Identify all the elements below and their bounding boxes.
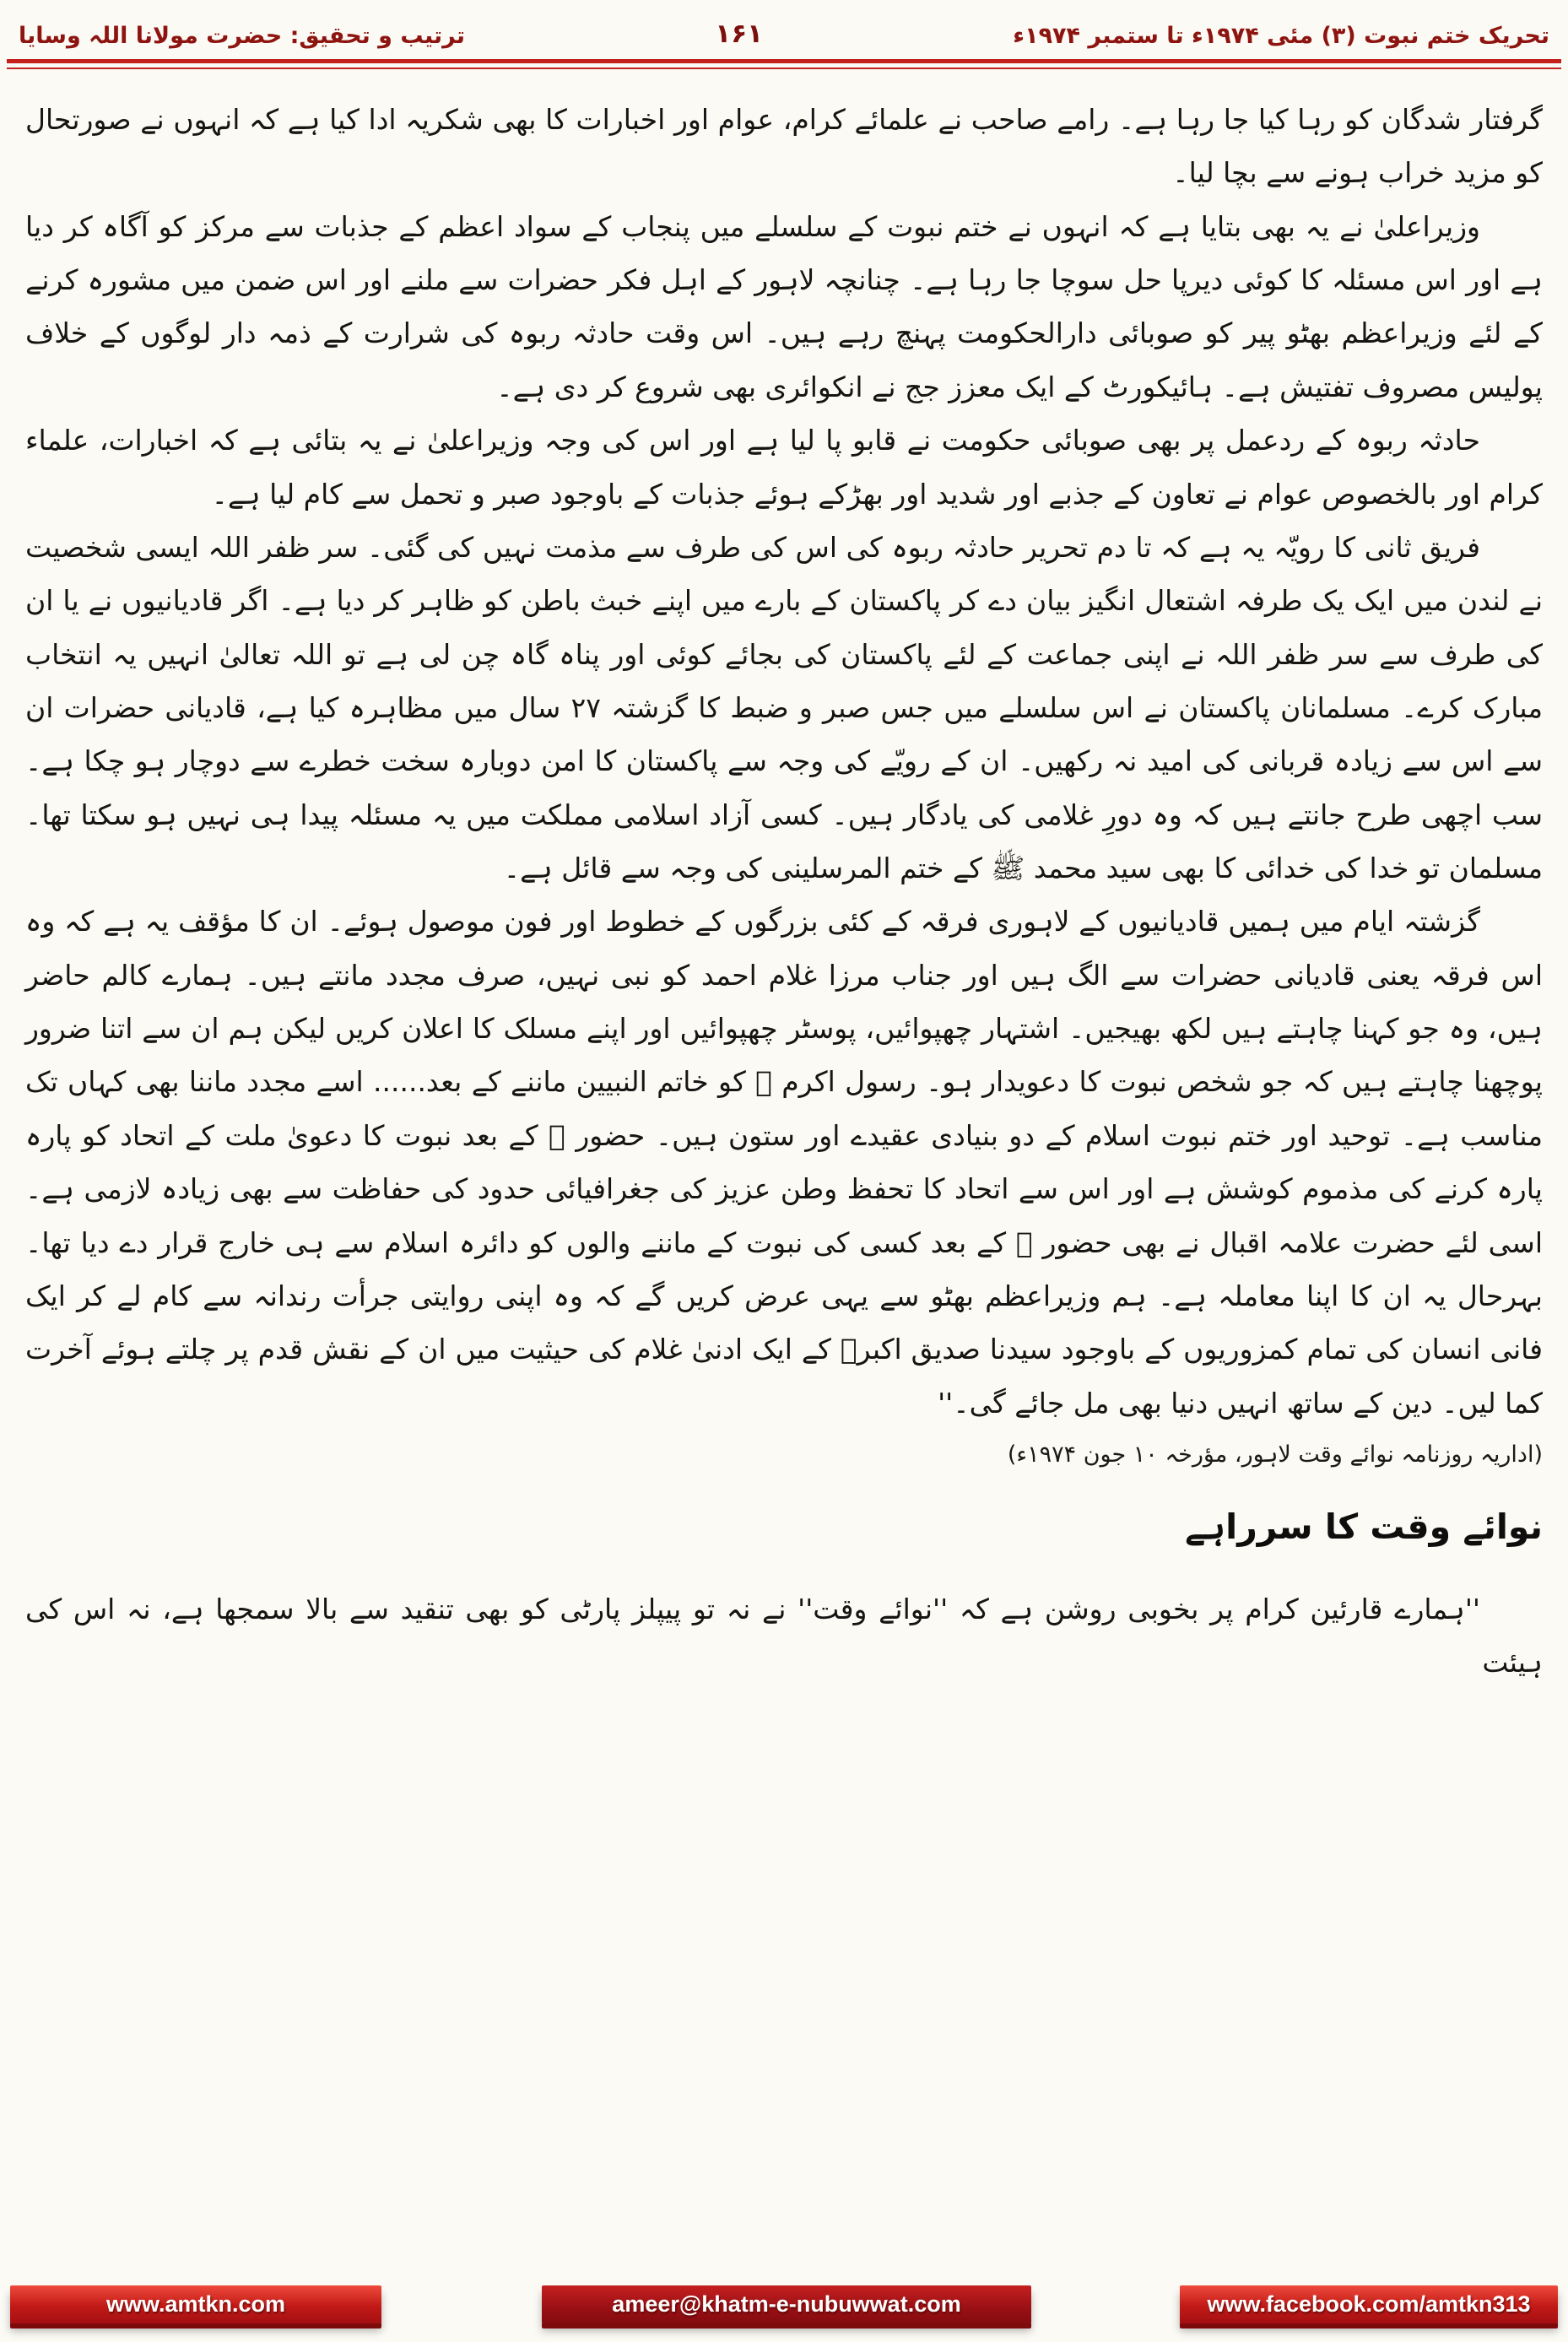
footer-website-link[interactable]: www.amtkn.com xyxy=(10,2285,381,2323)
header-title: تحریک ختم نبوت (۳) مئی ۱۹۷۴ء تا ستمبر ۱۹۷۴ء xyxy=(1013,23,1549,49)
article-body xyxy=(0,69,1568,1430)
footer-facebook-link[interactable]: www.facebook.com/amtkn313 xyxy=(1180,2285,1558,2323)
source-attribution: (اداریہ روزنامہ نوائے وقت لاہور، مؤرخہ ۱۰ جون ۱۹۷۴ء) xyxy=(1007,1441,1543,1468)
header-credit: ترتیب و تحقیق: حضرت مولانا اللہ وسایا xyxy=(19,23,466,49)
header-double-rule xyxy=(7,59,1561,69)
body-paragraph: حادثہ ربوہ کے ردعمل پر بھی صوبائی حکومت نے قابو پا لیا ہے اور اس کی وجہ وزیراعلیٰ نے یہ بتائی ہے کہ اخبارات، علماء کرام اور بالخصوص عوام نے تعاون کے جذبے اور شدید اور بھڑکے ہوئے جذبات کے باوجود صبر و تحمل سے کام لیا ہے۔ xyxy=(25,424,1543,511)
page-header xyxy=(0,0,1568,51)
footer-email-link[interactable]: ameer@khatm-e-nubuwwat.com xyxy=(542,2285,1031,2323)
closing-paragraph: ''ہمارے قارئین کرام پر بخوبی روشن ہے کہ ''نوائے وقت'' نے نہ تو پیپلز پارٹی کو بھی تنقید سے بالا سمجھا ہے، نہ اس کی ہیئت xyxy=(25,1592,1543,1679)
closing-section xyxy=(0,1559,1568,1690)
body-paragraph: وزیراعلیٰ نے یہ بھی بتایا ہے کہ انہوں نے ختم نبوت کے سلسلے میں پنجاب کے سواد اعظم کے جذبات سے مرکز کو آگاہ کر دیا ہے اور اس مسئلہ کا کوئی دیرپا حل سوچا جا رہا ہے۔ چنانچہ لاہور کے اہل فکر حضرات سے ملنے اور اس ضمن میں مشورہ کرنے کے لئے وزیراعظم بھٹو پیر کو صوبائی دارالحکومت پہنچ رہے ہیں۔ اس وقت حادثہ ربوہ کی شرارت کے ذمہ دار لوگوں کے خلاف پولیس مصروف تفتیش ہے۔ ہائیکورٹ کے ایک معزز جج نے انکوائری بھی شروع کر دی ہے۔ xyxy=(25,209,1543,403)
page-number: ۱۶۱ xyxy=(715,19,764,49)
section-heading: نوائے وقت کا سرراہے xyxy=(1185,1506,1543,1547)
body-paragraph: گرفتار شدگان کو رہا کیا جا رہا ہے۔ رامے صاحب نے علمائے کرام، عوام اور اخبارات کا بھی شکریہ ادا کیا ہے کہ انہوں نے صورتحال کو مزید خراب ہونے سے بچا لیا۔ xyxy=(25,103,1543,190)
body-paragraph: فریق ثانی کا رویّہ یہ ہے کہ تا دم تحریر حادثہ ربوہ کی اس کی طرف سے مذمت نہیں کی گئی۔ سر ظفر اللہ ایسی شخصیت نے لندن میں ایک یک طرفہ اشتعال انگیز بیان دے کر پاکستان کے بارے میں اپنے خبث باطن کو ظاہر کر دیا ہے۔ اگر قادیانیوں نے یا ان کی طرف سے سر ظفر اللہ نے اپنی جماعت کے لئے پاکستان کی بجائے کوئی اور پناہ گاہ چن لی ہے تو اللہ تعالیٰ انہیں یہ انتخاب مبارک کرے۔ مسلمانان پاکستان نے اس سلسلے میں جس صبر و ضبط کا گزشتہ ۲۷ سال میں مظاہرہ کیا ہے، قادیانی حضرات ان سے اس سے زیادہ قربانی کی امید نہ رکھیں۔ ان کے رویّے کی وجہ سے پاکستان کا امن دوبارہ سخت خطرے سے دوچار ہو چکا ہے۔ سب اچھی طرح جانتے ہیں کہ وہ دورِ غلامی کی یادگار ہیں۔ کسی آزاد اسلامی مملکت میں یہ مسئلہ پیدا ہی نہیں ہو سکتا تھا۔ مسلمان تو خدا کی خدائی کا بھی سید محمد ﷺ کے ختم المرسلینی کی وجہ سے قائل ہے۔ xyxy=(25,530,1543,885)
body-paragraph: گزشتہ ایام میں ہمیں قادیانیوں کے لاہوری فرقہ کے کئی بزرگوں کے خطوط اور فون موصول ہوئے۔ ان کا مؤقف یہ ہے کہ وہ اس فرقہ یعنی قادیانی حضرات سے الگ ہیں اور جناب مرزا غلام احمد کو نبی نہیں، صرف مجدد مانتے ہیں۔ ہمارے کالم حاضر ہیں، وہ جو کہنا چاہتے ہیں لکھ بھیجیں۔ اشتہار چھپوائیں، پوسٹر چھپوائیں اور اپنے مسلک کا اعلان کریں لیکن ہم ان سے اتنا ضرور پوچھنا چاہتے ہیں کہ جو شخص نبوت کا دعویدار ہو۔ رسول اکرم ﷺ کو خاتم النبیین ماننے کے بعد...... اسے مجدد ماننا بھی کہاں تک مناسب ہے۔ توحید اور ختم نبوت اسلام کے دو بنیادی عقیدے اور ستون ہیں۔ حضور ﷺ کے بعد نبوت کا دعویٰ ملت کے اتحاد کو پارہ پارہ کرنے کی مذموم کوشش ہے اور اس سے اتحاد کا تحفظ وطن عزیز کی جغرافیائی حدود کی حفاظت سے بھی زیادہ لازمی ہے۔ اسی لئے حضرت علامہ اقبال نے بھی حضور ﷺ کے بعد کسی کی نبوت کے ماننے والوں کو دائرہ اسلام سے ہی خارج قرار دے دیا تھا۔ بہرحال یہ ان کا اپنا معاملہ ہے۔ ہم وزیراعظم بھٹو سے یہی عرض کریں گے کہ وہ اپنی روایتی جرأت رندانہ سے کام لے کر ایک فانی انسان کی تمام کمزوریوں کے باوجود سیدنا صدیق اکبرؓ کے ایک ادنیٰ غلام کی حیثیت میں ان کے نقش قدم پر چلتے ہوئے آخرت کما لیں۔ دین کے ساتھ انہیں دنیا بھی مل جائے گی۔'' xyxy=(25,905,1543,1420)
